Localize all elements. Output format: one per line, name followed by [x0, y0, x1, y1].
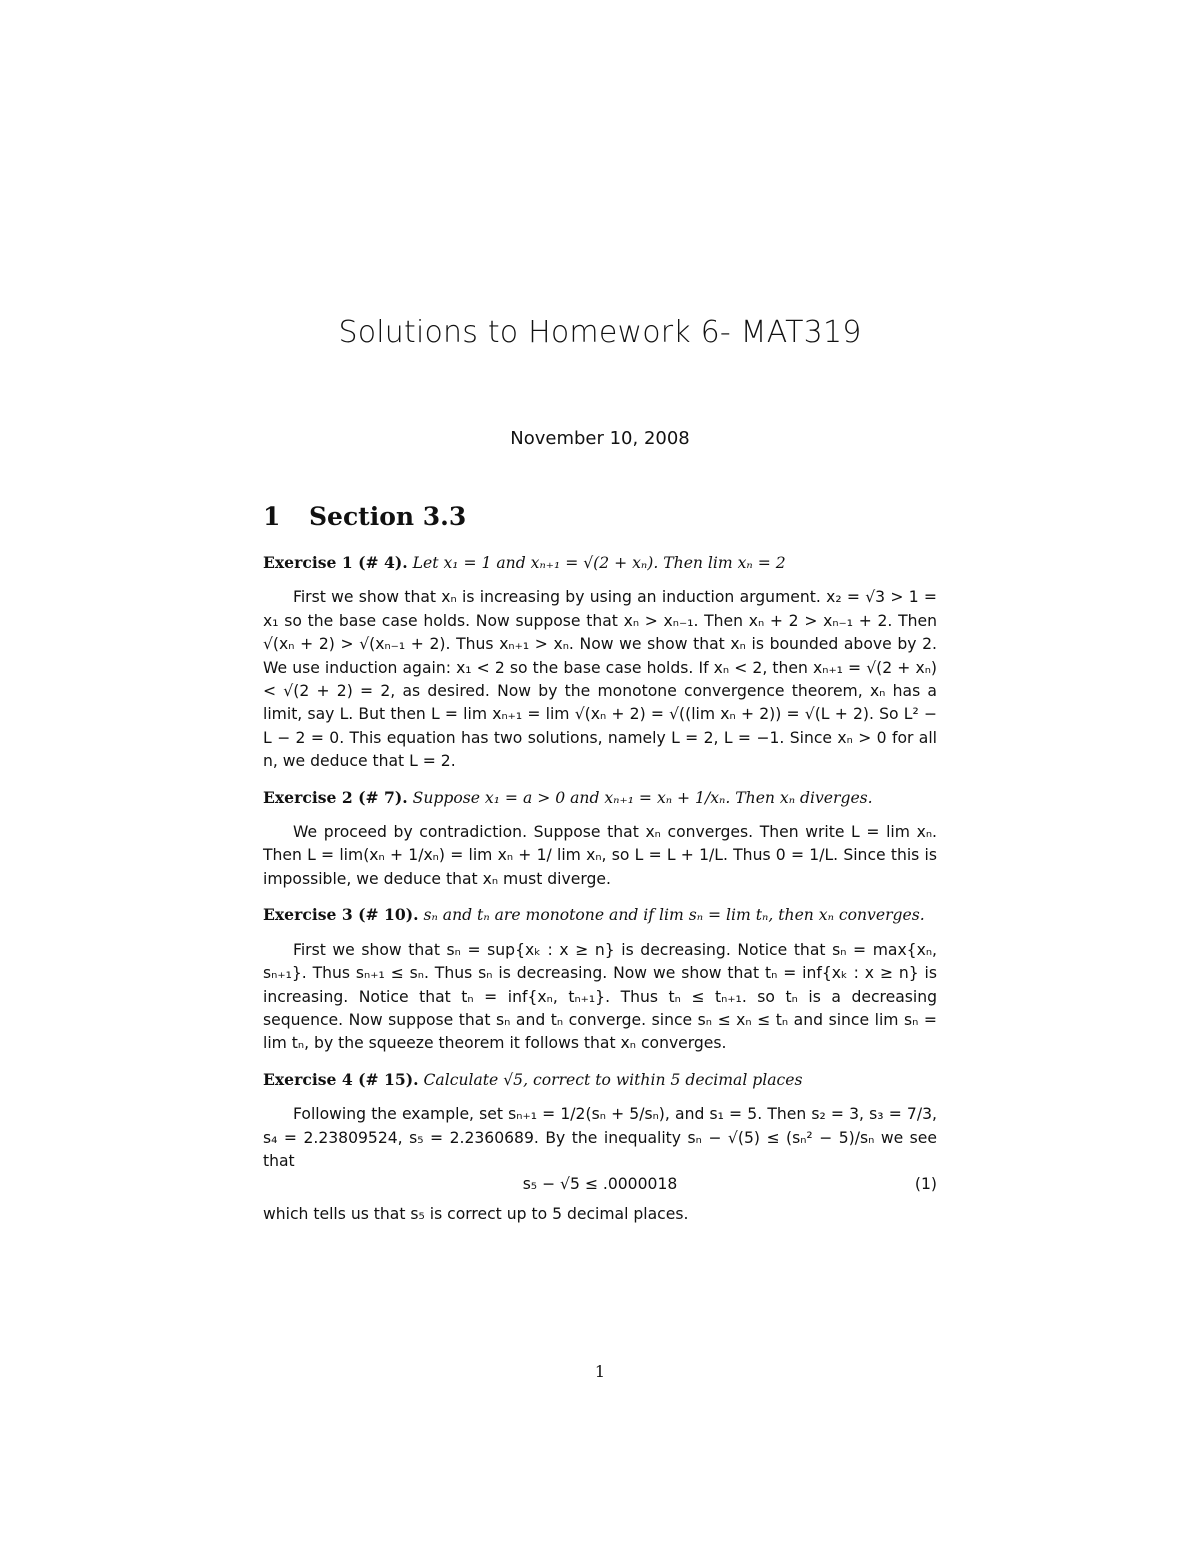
exercise-2-head: Exercise 2 (# 7).	[263, 787, 408, 807]
exercise-4-solution: Following the example, set sₙ₊₁ = 1/2(sₙ + 5/sₙ), and s₁ = 5. Then s₂ = 3, s₃ = 7/3, s₄ = 2.23809524, s₅ = 2.2360689. By the inequality sₙ − √(5) ≤ (sₙ² − 5)/sₙ we see that	[263, 1105, 937, 1170]
exercise-3-text: sₙ and tₙ are monotone and if lim sₙ = lim tₙ, then xₙ converges.	[423, 906, 925, 925]
document-body	[263, 551, 937, 1227]
exercise-4-head: Exercise 4 (# 15).	[263, 1069, 419, 1089]
exercise-1-head: Exercise 1 (# 4).	[263, 553, 408, 572]
exercise-4-conclusion: which tells us that s₅ is correct up to 5 decimal places.	[263, 1205, 689, 1224]
exercise-2-statement	[263, 786, 937, 810]
exercise-4-text: Calculate √5, correct to within 5 decimal places	[423, 1070, 803, 1089]
exercise-3-head: Exercise 3 (# 10).	[263, 905, 419, 925]
equation-body: s₅ − √5 ≤ .0000018	[522, 1175, 678, 1194]
exercise-4-statement	[263, 1068, 937, 1092]
exercise-3-solution: First we show that sₙ = sup{xₖ : x ≥ n} is decreasing. Notice that sₙ = max{xₙ, sₙ₊₁}. Thus sₙ₊₁ ≤ sₙ. Thus sₙ is decreasing. Now we show that tₙ = inf{xₖ : x ≥ n} is increasing. Notice that tₙ = inf{xₙ, tₙ₊₁}. Thus tₙ ≤ tₙ₊₁. so tₙ is a decreasing sequence. Now suppose that sₙ and tₙ converge. since sₙ ≤ xₙ ≤ tₙ and since lim sₙ = lim tₙ, by the squeeze theorem it follows that xₙ converges.	[263, 940, 937, 1053]
document-title: Solutions to Homework 6- MAT319	[338, 315, 862, 350]
exercise-3-statement	[263, 903, 937, 927]
document-date: November 10, 2008	[510, 428, 690, 449]
exercise-2-solution: We proceed by contradiction. Suppose that xₙ converges. Then write L = lim xₙ. Then L = lim(xₙ + 1/xₙ) = lim xₙ + 1/ lim xₙ, so L = L + 1/L. Thus 0 = 1/L. Since this is impossible, we deduce that xₙ must diverge.	[263, 823, 937, 888]
equation-number: (1)	[914, 1175, 937, 1194]
section-heading	[263, 502, 466, 531]
exercise-1-statement	[263, 551, 937, 575]
page-number: 1	[594, 1362, 606, 1381]
exercise-1-text: Let x₁ = 1 and xₙ₊₁ = √(2 + xₙ). Then lim xₙ = 2	[412, 554, 786, 572]
exercise-1-solution: First we show that xₙ is increasing by using an induction argument. x₂ = √3 > 1 = x₁ so the base case holds. Now suppose that xₙ > xₙ₋₁. Then xₙ + 2 > xₙ₋₁ + 2. Then √(xₙ + 2) > √(xₙ₋₁ + 2). Thus xₙ₊₁ > xₙ. Now we show that xₙ is bounded above by 2. We use induction again: x₁ < 2 so the base case holds. If xₙ < 2, then xₙ₊₁ = √(2 + xₙ) < √(2 + 2) = 2, as desired. Now by the monotone convergence theorem, xₙ has a limit, say L. But then L = lim xₙ₊₁ = lim √(xₙ + 2) = √((lim xₙ + 2)) = √(L + 2). So L² − L − 2 = 0. This equation has two solutions, namely L = 2, L = −1. Since xₙ > 0 for all n, we deduce that L = 2.	[263, 588, 937, 771]
display-equation	[263, 1173, 937, 1197]
section-number: 1	[263, 502, 281, 531]
section-title: Section 3.3	[309, 502, 467, 531]
exercise-2-text: Suppose x₁ = a > 0 and xₙ₊₁ = xₙ + 1/xₙ. Then xₙ diverges.	[412, 788, 873, 807]
